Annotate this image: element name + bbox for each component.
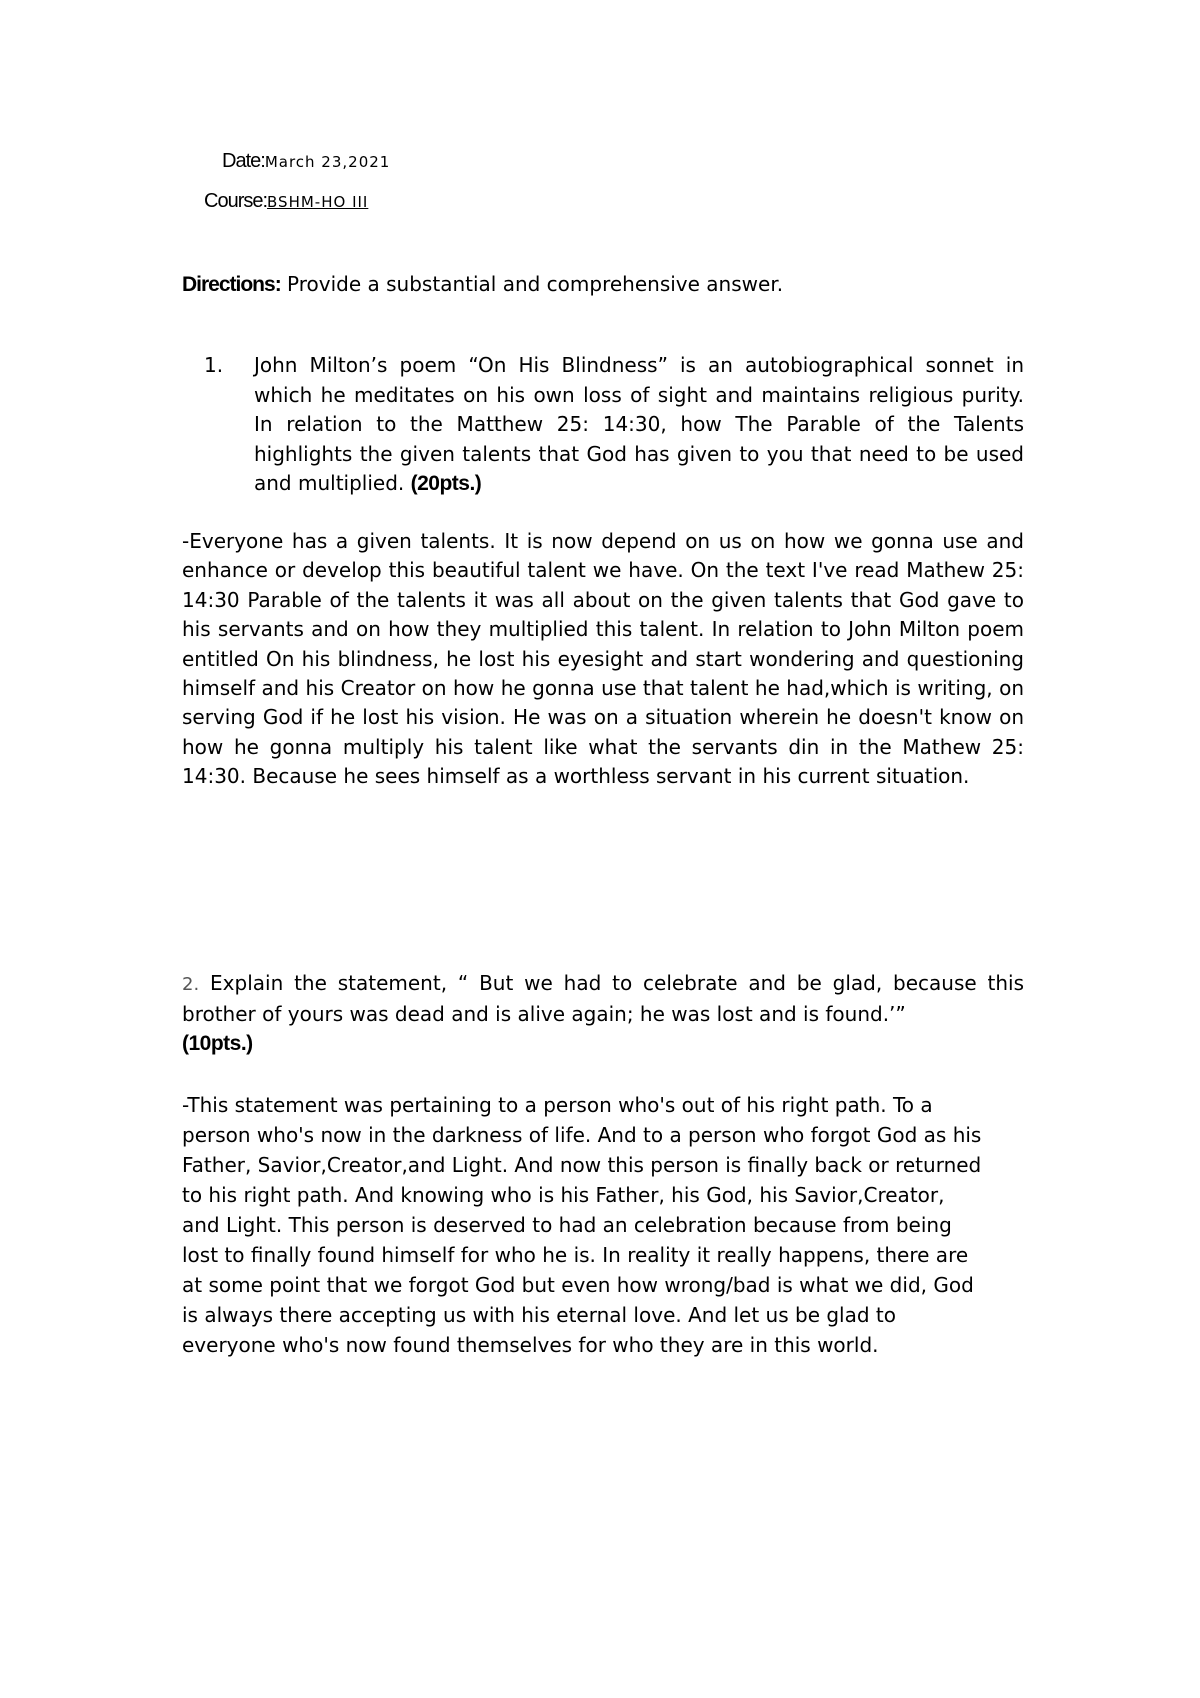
question-2-number: 2. — [182, 974, 200, 995]
answer-1: -Everyone has a given talents. It is now depend on us on how we gonna use and enhance or develop this beautiful talent we have. On the text I've read Mathew 25: 14:30 Parable of the talents it was all about on the given talents that God gave to his servants and on how they multiplied this talent. In relation to John Milton poem entitled On his blindness, he lost his eyesight and start wondering and questioning himself and his Creator on how he gonna use that talent he had,which is writing, on serving God if he lost his vision. He was on a situation wherein he doesn't know on how he gonna multiply his talent like what the servants din in the Mathew 25: 14:30. Because he sees himself as a worthless servant in his current situation. — [182, 529, 1024, 789]
directions-label: Directions: — [182, 273, 281, 296]
course-line — [204, 190, 368, 213]
date-label: Date: — [222, 150, 265, 172]
date-line — [222, 150, 390, 173]
directions-text: Provide a substantial and comprehensive answer. — [280, 272, 784, 296]
answer-2: -This statement was pertaining to a person who's out of his right path. To a person who's now in the darkness of life. And to a person who forgot God as his Father, Savior,Creator,and Light. And now this person is finally back or returned to his right path. And knowing who is his Father, his God, his Savior,Creator, and Light. This person is deserved to had an celebration because from being lost to finally found himself for who he is. In reality it really happens, there are at some point that we forgot God but even how wrong/bad is what we did, God is always there accepting us with his eternal love. And let us be glad to everyone who's now found themselves for who they are in this world. — [182, 1093, 982, 1357]
question-1-text: John Milton’s poem “On His Blindness” is an autobiographical sonnet in which he meditates on his own loss of sight and maintains religious purity. In relation to the Matthew 25: 14:30, how The Parable of the Talents highlights the given talents that God has given to you that need to be used and multiplied. — [254, 353, 1024, 495]
directions — [182, 272, 783, 297]
question-2-points: (10pts.) — [182, 1032, 253, 1055]
question-1 — [204, 351, 1024, 499]
question-2-text: Explain the statement, “ But we had to celebrate and be glad, because this brother of yours was dead and is alive again; he was lost and is found.’” — [182, 971, 1025, 1026]
question-1-number: 1. — [204, 353, 224, 377]
question-2 — [182, 969, 1024, 1059]
question-1-points: (20pts.) — [410, 472, 482, 495]
course-value: BSHM-HO III — [267, 193, 369, 211]
date-value: March 23,2021 — [264, 153, 391, 171]
course-label: Course: — [204, 190, 268, 212]
